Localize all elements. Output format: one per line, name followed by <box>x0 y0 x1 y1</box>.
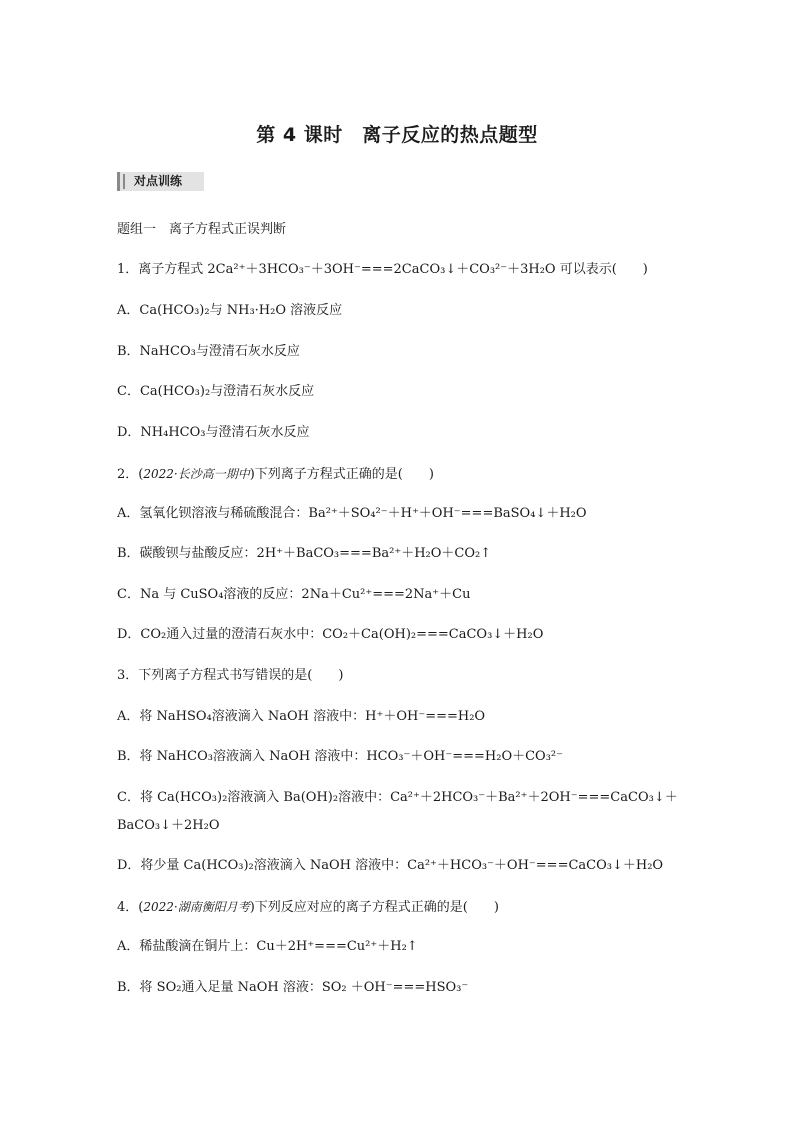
question-4-prefix: 4．( <box>117 900 144 915</box>
question-3-option-d: D．将少量 Ca(HCO₃)₂溶液滴入 NaOH 溶液中：Ca²⁺＋HCO₃⁻＋OH⁻===CaCO₃↓＋H₂O <box>117 858 664 873</box>
question-2-option-c: C．Na 与 CuSO₄溶液的反应：2Na＋Cu²⁺===2Na⁺＋Cu <box>117 587 471 602</box>
question-2-prefix: 2．( <box>117 467 144 482</box>
group-heading: 题组一 离子方程式正误判断 <box>117 222 287 237</box>
question-3-stem: 3．下列离子方程式书写错误的是( ) <box>117 668 344 683</box>
question-4-option-b: B．将 SO₂通入足量 NaOH 溶液：SO₂ ＋OH⁻===HSO₃⁻ <box>117 980 469 995</box>
question-3-option-a: A．将 NaHSO₄溶液滴入 NaOH 溶液中：H⁺＋OH⁻===H₂O <box>117 709 486 724</box>
question-1-stem: 1．离子方程式 2Ca²⁺＋3HCO₃⁻＋3OH⁻===2CaCO₃↓＋CO₃²⁻＋3H₂O 可以表示( ) <box>117 262 648 277</box>
question-4-source: 2022·湖南衡阳月考 <box>143 900 250 914</box>
question-4-suffix: )下列反应对应的离子方程式正确的是( ) <box>249 900 499 915</box>
question-3-option-b: B．将 NaHCO₃溶液滴入 NaOH 溶液中：HCO₃⁻＋OH⁻===H₂O＋CO₃²⁻ <box>117 749 563 764</box>
question-1-option-c: C．Ca(HCO₃)₂与澄清石灰水反应 <box>117 384 315 399</box>
question-2-suffix: )下列离子方程式正确的是( ) <box>249 467 434 482</box>
question-2-option-a: A．氢氧化钡溶液与稀硫酸混合：Ba²⁺＋SO₄²⁻＋H⁺＋OH⁻===BaSO₄↓＋H₂O <box>117 506 587 521</box>
question-1-option-d: D．NH₄HCO₃与澄清石灰水反应 <box>117 425 310 440</box>
question-3-option-c-continued: BaCO₃↓＋2H₂O <box>117 818 220 833</box>
question-2-stem <box>117 465 434 484</box>
question-1-option-a: A．Ca(HCO₃)₂与 NH₃·H₂O 溶液反应 <box>117 303 343 318</box>
section-tag: 对点训练 <box>117 172 204 191</box>
page-title: 第 4 课时 离子反应的热点题型 <box>256 124 538 146</box>
question-4-stem <box>117 898 499 917</box>
question-3-option-c: C．将 Ca(HCO₃)₂溶液滴入 Ba(OH)₂溶液中：Ca²⁺＋2HCO₃⁻＋Ba²⁺＋2OH⁻===CaCO₃↓＋ <box>117 790 678 805</box>
question-2-option-d: D．CO₂通入过量的澄清石灰水中：CO₂＋Ca(OH)₂===CaCO₃↓＋H₂O <box>117 627 544 642</box>
question-2-option-b: B．碳酸钡与盐酸反应：2H⁺＋BaCO₃===Ba²⁺＋H₂O＋CO₂↑ <box>117 546 492 561</box>
question-2-source: 2022·长沙高一期中 <box>143 467 250 481</box>
question-1-option-b: B．NaHCO₃与澄清石灰水反应 <box>117 344 300 359</box>
question-4-option-a: A．稀盐酸滴在铜片上：Cu＋2H⁺===Cu²⁺＋H₂↑ <box>117 939 418 954</box>
